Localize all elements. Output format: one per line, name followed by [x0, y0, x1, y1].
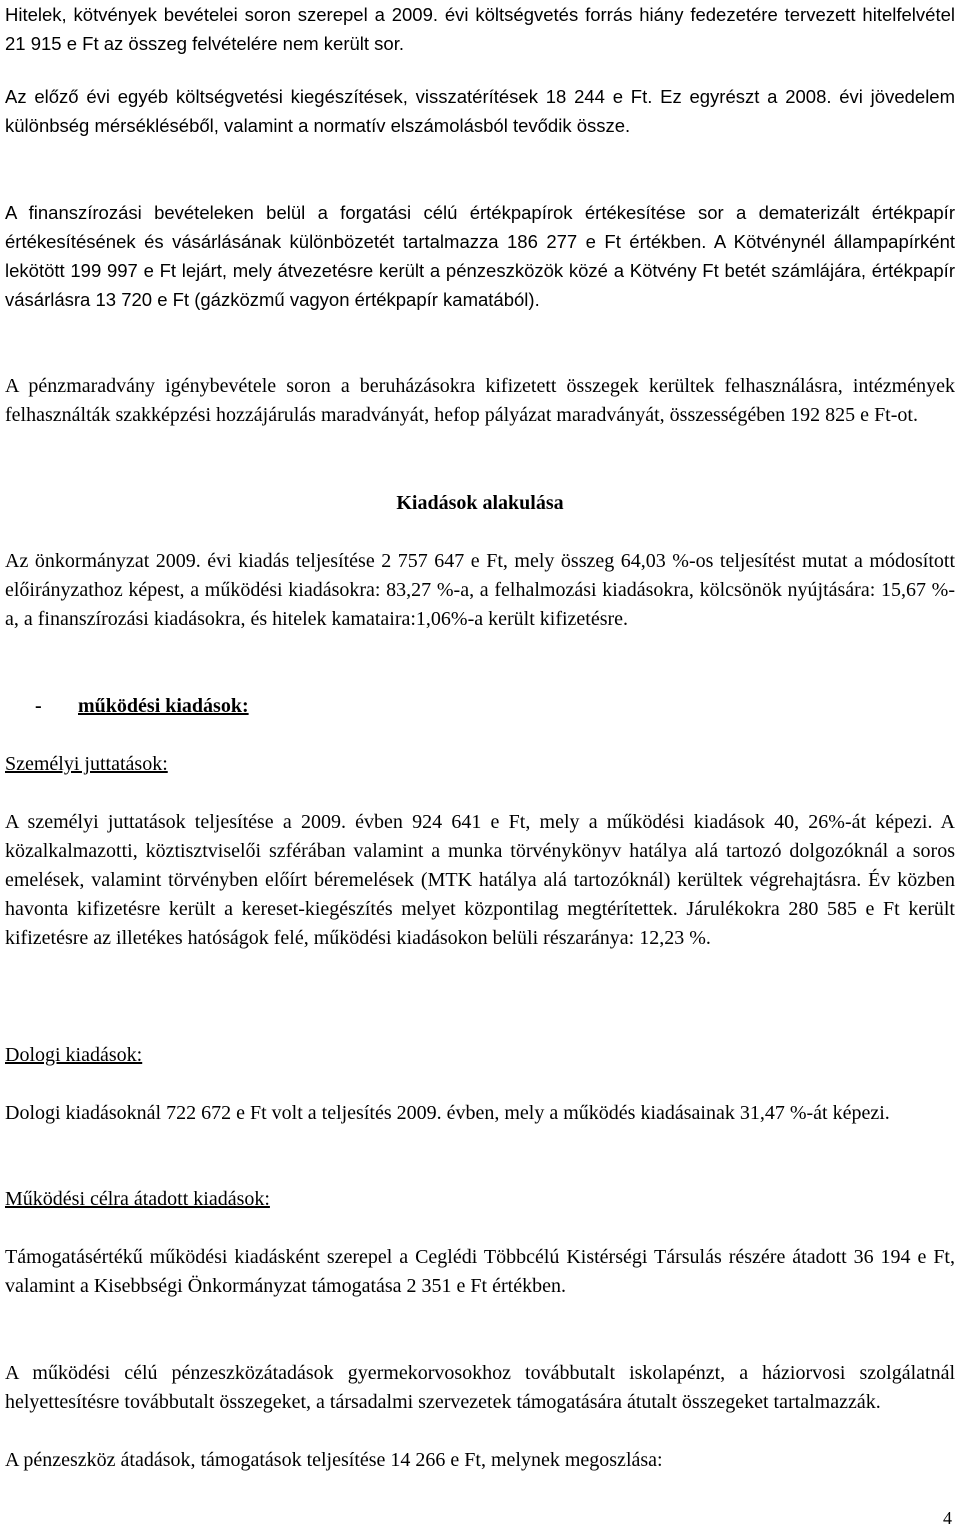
dash-bullet: - — [35, 695, 42, 717]
paragraph-dologi-kiadasok: Dologi kiadásoknál 722 672 e Ft volt a teljesítés 2009. évben, mely a működés kiadásainak 31,47 %-át képezi. — [5, 1102, 890, 1124]
page-number: 4 — [943, 1508, 952, 1528]
paragraph-kiadas-teljesites: Az önkormányzat 2009. évi kiadás teljesítése 2 757 647 e Ft, mely összeg 64,03 %-os teljesítést mutat a módosított előirányzathoz képest, a működési kiadásokra: 83,27 %-a, a felhalmozási kiadásokra, kölcsönök nyújtására: 15,67 %-a, a finanszírozási kiadásokra, és hitelek kamataira:1,06%-a került kifizetésre. — [5, 550, 955, 630]
paragraph-egyeb-kiegeszitesek: Az előző évi egyéb költségvetési kiegészítések, visszatérítések 18 244 e Ft. Ez egyrészt a 2008. évi jövedelem különbség mérsékléséből, valamint a normatív elszámolásból tevődik össze. — [5, 86, 955, 136]
paragraph-penzeszkozatadasok: A működési célú pénzeszközátadások gyermekorvosokhoz továbbutalt iskolapénzt, a háziorvosi szolgálatnál helyettesítésre továbbutalt összegeket, a társadalmi szervezetek támogatására átutalt összegeket tartalmazzák. — [5, 1362, 955, 1413]
paragraph-finanszirozasi-bevetelek: A finanszírozási bevételeken belül a forgatási célú értékpapírok értékesítése sor a dematerizált értékpapír értékesítésének és vásárlásának különbözetét tartalmazza 186 277 e Ft értékben. A Kötvénynél állampapírként lekötött 199 997 e Ft lejárt, mely átvezetésre került a pénzeszközök közé a Kötvény Ft betét számlájára, értékpapír vásárlásra 13 720 e Ft (gázközmű vagyon értékpapír kamatából). — [5, 202, 955, 310]
paragraph-szemelyi-juttatasok: A személyi juttatások teljesítése a 2009. évben 924 641 e Ft, mely a működési kiadások 40, 26%-át képezi. A közalkalmazotti, köztisztviselői szférában valamint a munka törvénykönyv hatálya alá tartozó dolgozóknál a soros emelések, valamint törvényben előírt béremelések (MTK hatálya alá tartozóknál) kerültek végrehajtásra. Év közben havonta kifizetésre került a kereset-kiegészítés melyet központilag megtérítettek. Járulékokra 280 585 e Ft került kifizetésre az illetékes hatóságok felé, működési kiadásokon belüli részaránya: 12,23 %. — [5, 811, 955, 949]
heading-dologi-kiadasok: Dologi kiadások: — [5, 1044, 143, 1066]
paragraph-penzmaradvany: A pénzmaradvány igénybevétele soron a beruházásokra kifizetett összegek kerültek felhasználásra, intézmények felhasználták szakképzési hozzájárulás maradványát, hefop pályázat maradványát, összességében 192 825 e Ft-ot. — [5, 375, 955, 426]
paragraph-hitelek: Hitelek, kötvények bevételei soron szerepel a 2009. évi költségvetés forrás hiány fedezetére tervezett hitelfelvétel 21 915 e Ft az összeg felvételére nem került sor. — [5, 4, 955, 54]
heading-kiadasok-alakulasa: Kiadások alakulása — [396, 492, 564, 514]
heading-mukodesi-celra-atadott: Működési célra átadott kiadások: — [5, 1188, 270, 1210]
heading-mukodesi-kiadasok — [35, 692, 249, 721]
heading-szemelyi-juttatasok: Személyi juttatások: — [5, 753, 168, 775]
heading-mukodesi-label: működési kiadások: — [78, 695, 249, 717]
paragraph-tamogatasertek: Támogatásértékű működési kiadásként szerepel a Ceglédi Többcélú Kistérségi Társulás részére átadott 36 194 e Ft, valamint a Kisebbségi Önkormányzat támogatása 2 351 e Ft értékben. — [5, 1246, 955, 1297]
paragraph-penzeszkoz-megoszlas: A pénzeszköz átadások, támogatások teljesítése 14 266 e Ft, melynek megoszlása: — [5, 1449, 663, 1471]
